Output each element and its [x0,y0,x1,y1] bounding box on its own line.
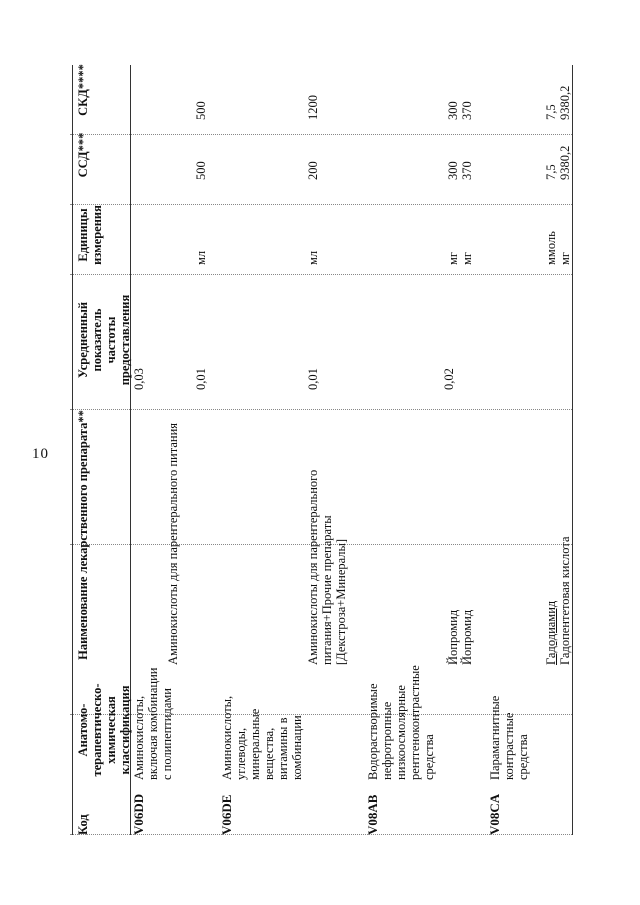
row-code: V08AB [365,794,380,835]
item-unit: мл [306,250,320,265]
item-skd: 1200 [306,95,320,120]
item-ssd: 370 [460,161,474,180]
item-drug: Аминокислоты для парентерального питания+Прочие препараты [Декстроза+Минералы] [306,469,348,665]
item-skd: 500 [194,101,208,120]
item-drug: Гадопентетовая кислота [558,536,572,665]
item-drug: Йопромид [446,609,460,665]
header-drug: Наименование лекарственного препарата** [76,410,90,660]
item-skd: 370 [460,101,474,120]
col-sep [70,134,572,135]
item-drug: Гадодиамид [544,600,558,665]
item-ssd: 9380,2 [558,145,572,180]
header-ssd: ССД*** [76,132,90,178]
item-ssd: 7,5 [544,164,558,180]
row-freq: 0,03 [132,368,146,390]
header-freq: Усредненный показатель частоты предоставления [76,294,132,386]
item-ssd: 200 [306,161,320,180]
header-skd: СКД**** [76,64,90,116]
page-number: 10 [32,446,49,462]
row-code: V08CA [487,793,502,835]
item-ssd: 500 [194,161,208,180]
item-skd: 9380,2 [558,85,572,120]
item-unit: мг [558,251,572,265]
col-sep [70,274,572,275]
item-unit: мг [460,251,474,265]
table-top-rule [72,65,73,835]
rotated-table [70,55,590,835]
item-freq: 0,01 [306,368,320,390]
item-ssd: 300 [446,161,460,180]
item-unit: мг [446,251,460,265]
header-atc: Анатомо-терапевтическо-химическая классификация [76,683,132,777]
row-atc: Водорастворимые нефротропные низкоосмолярные рентгеноконтрастные средства [366,665,436,780]
header-unit: Единицы измерения [76,205,104,265]
item-skd: 300 [446,101,460,120]
row-atc: Аминокислоты, углеводы, минеральные вещества, витамины в комбинации [220,695,304,780]
item-skd: 7,5 [544,104,558,120]
header-code: Код [76,814,90,835]
item-unit: ммоль [544,231,558,265]
row-freq: 0,02 [442,368,456,390]
row-atc: Парамагнитные контрастные средства [488,695,530,780]
table-bottom-rule [572,65,573,835]
item-freq: 0,01 [194,368,208,390]
row-atc: Аминокислоты, включая комбинации с полипептидами [132,667,174,780]
row-code: V06DE [219,794,234,835]
item-drug: Йопромид [460,609,474,665]
col-sep [70,204,572,205]
col-sep [70,409,572,410]
item-drug: Аминокислоты для парентерального питания [166,422,180,665]
item-unit: мл [194,250,208,265]
row-code: V06DD [131,793,146,835]
